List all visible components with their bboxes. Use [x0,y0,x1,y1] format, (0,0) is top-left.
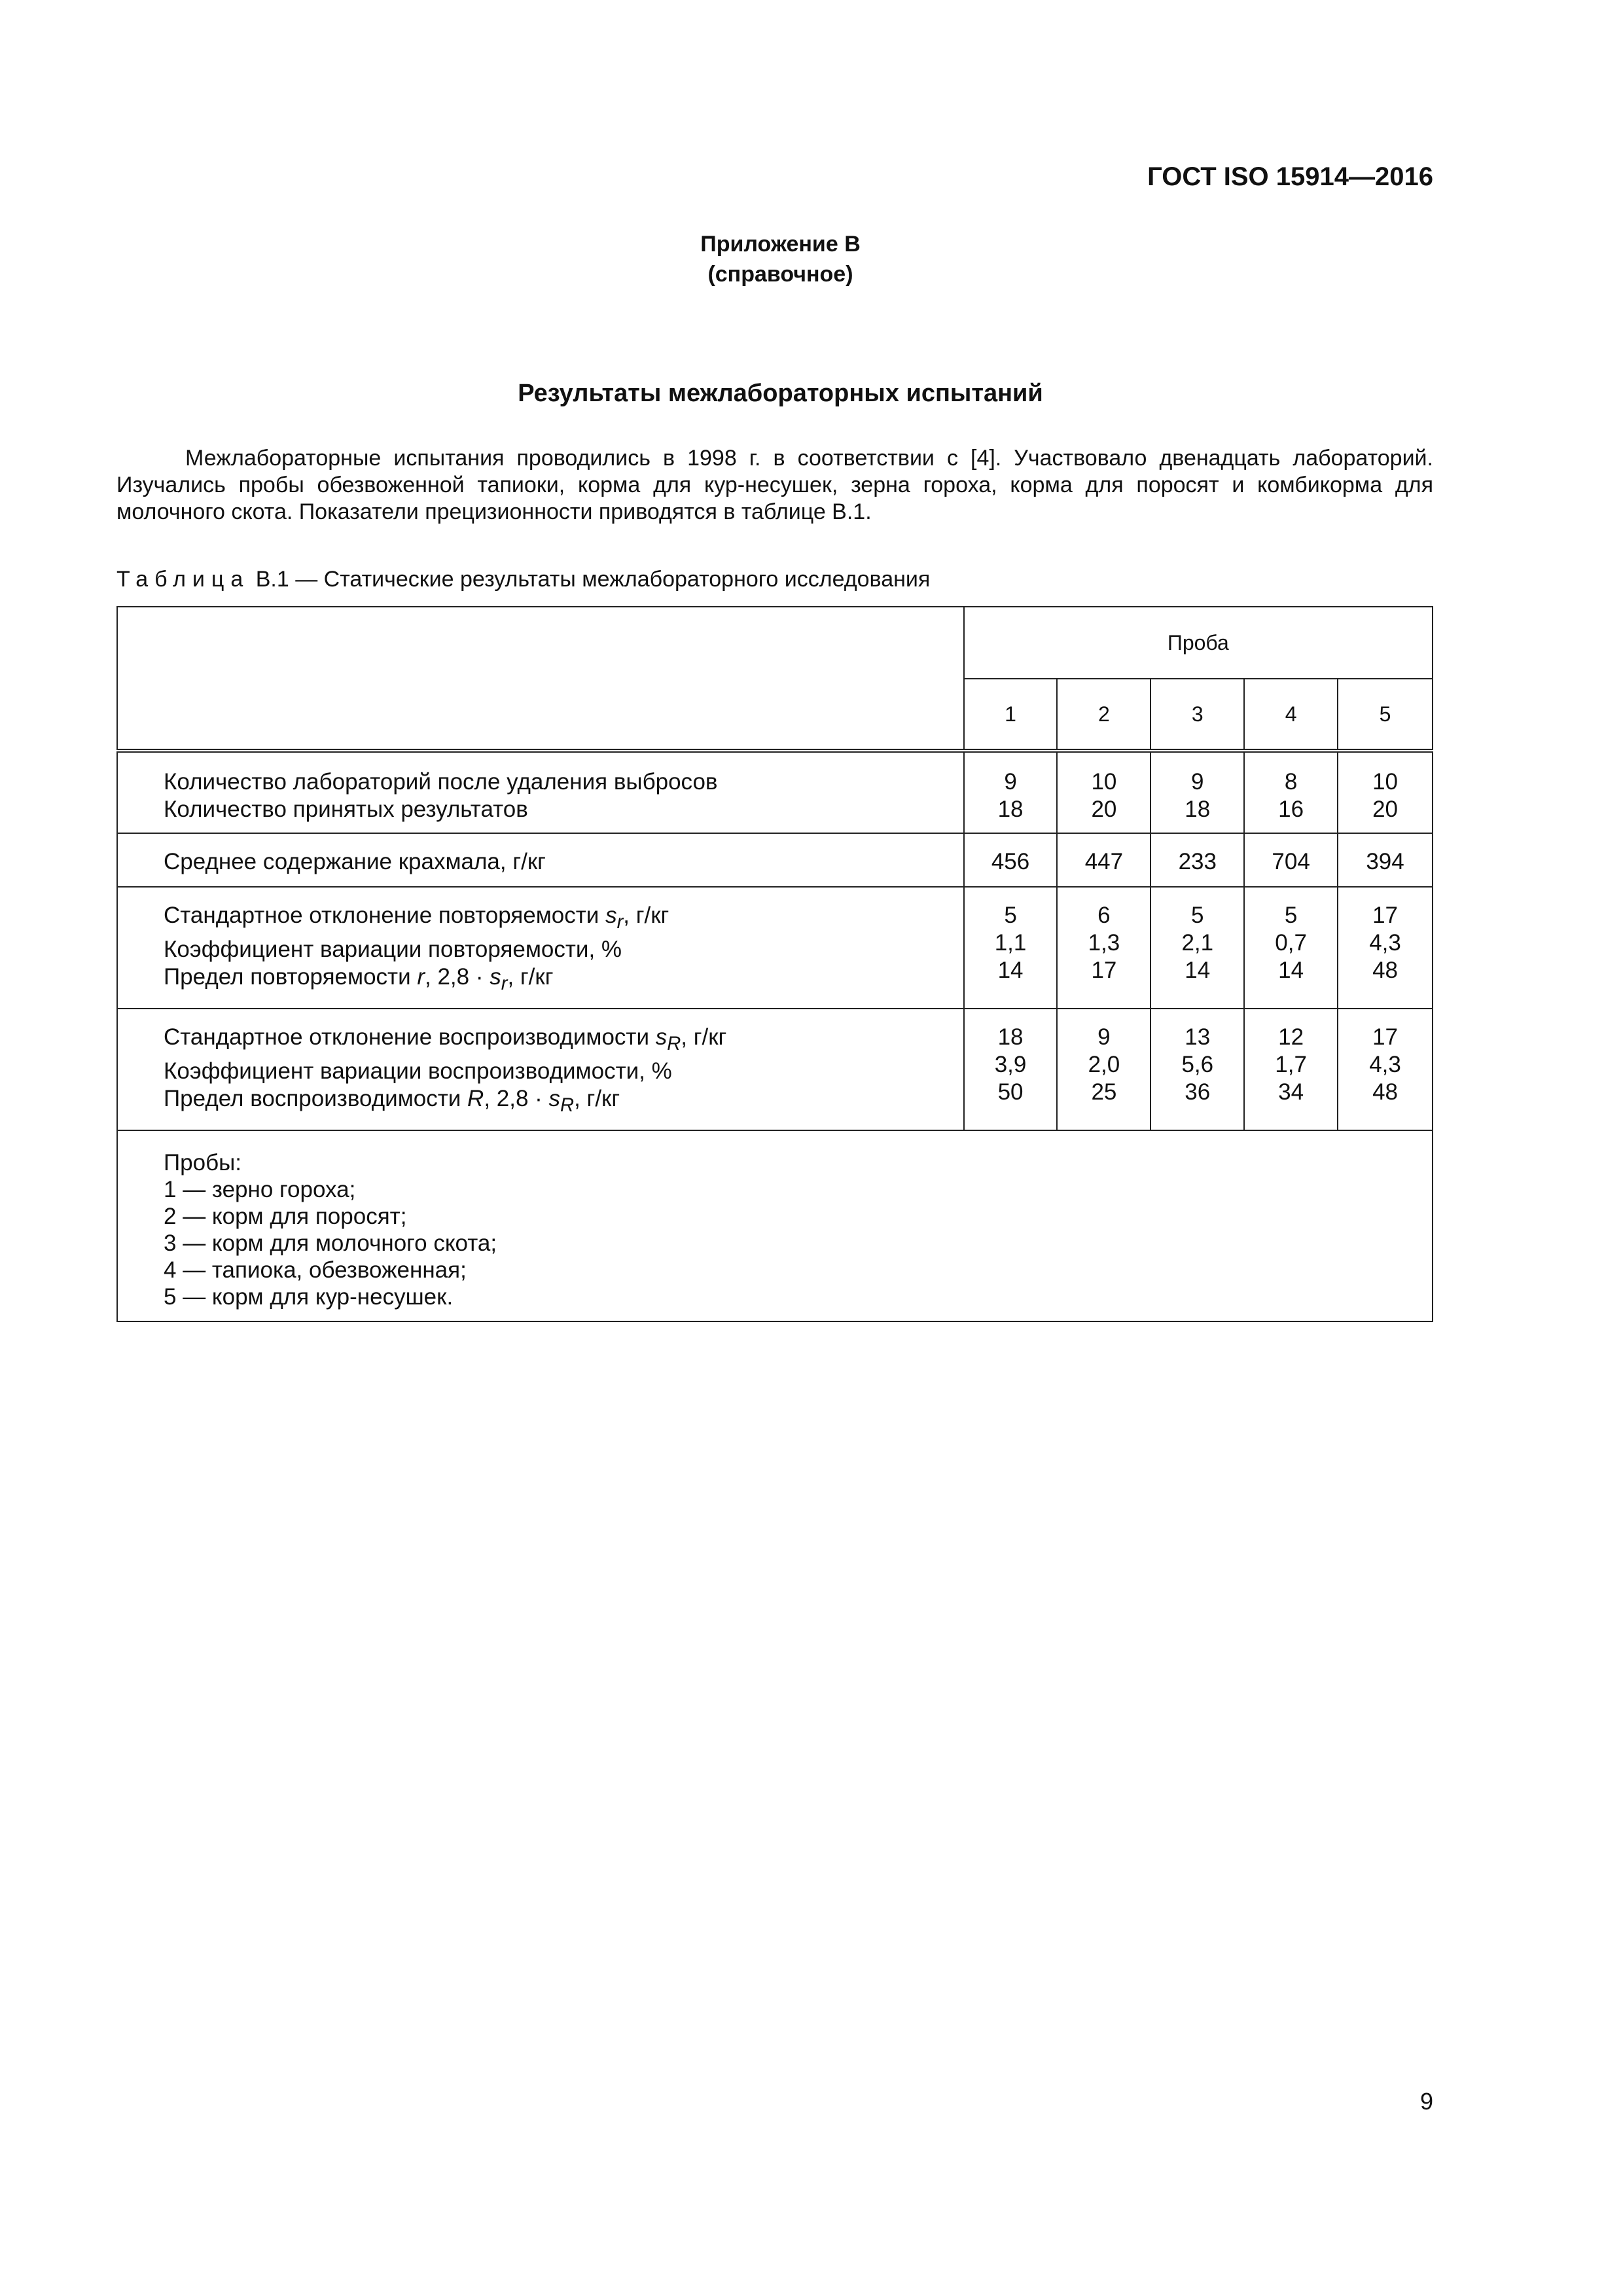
results-table [116,606,1433,1322]
row-label: Стандартное отклонение повторяемости $s_r$, г/кг [164,903,669,933]
row-label: Стандартное отклонение воспроизводимости $s_R$, г/кг [164,1024,727,1054]
cell-sample-1 [964,833,1058,887]
cell-sample-4: 5 0,7 14 [1244,887,1338,1009]
cell-value: 9 [1191,769,1204,795]
cell-sample-5 [1338,833,1433,887]
row-label: Коэффициент вариации воспроизводимости, % [164,1058,672,1084]
note-item: 2 — корм для поросят; [164,1204,407,1229]
cell-sample-2: 9 2,0 25 [1057,1009,1150,1130]
sample-number-4: 4 [1244,679,1338,751]
cell-sample-3: 13 5,6 36 [1150,1009,1244,1130]
table-notes [117,1130,1433,1321]
row-label: Предел воспроизводимости R, $2,8 \cdot s_R$, г/кг [164,1086,620,1116]
cell-sample-4 [1244,833,1338,887]
cell-sample-5: 17 4,3 48 [1338,1009,1433,1130]
row-labels [117,887,964,1009]
sample-number-5: 5 [1338,679,1433,751]
cell-value: 10 [1372,769,1398,795]
cell-value: 233 [1178,849,1217,874]
cell-value: 16 [1278,797,1304,822]
note-item: 4 — тапиока, обезвоженная; [164,1257,467,1283]
table-caption-text: В.1 — Статические результаты межлабораторного исследования [249,567,931,592]
table-notes-row [117,1130,1433,1321]
cell-sample-5: 17 4,3 48 [1338,887,1433,1009]
note-item: 3 — корм для молочного скота; [164,1230,497,1256]
header-empty-cell [117,607,964,751]
cell-sample-4: 12 1,7 34 [1244,1009,1338,1130]
note-item: 1 — зерно гороха; [164,1177,356,1202]
cell-sample-2 [1057,751,1150,833]
cell-value: 18 [997,797,1024,822]
page-number: 9 [1419,2088,1433,2115]
row-labels [117,1009,964,1130]
cell-value: 10 [1091,769,1117,795]
section-title: Результаты межлабораторных испытаний [518,380,1043,407]
cell-sample-2 [1057,833,1150,887]
appendix-title: Приложение В [700,232,861,257]
cell-value: 394 [1366,849,1404,874]
table-caption [116,567,930,592]
cell-value: 8 [1284,769,1298,795]
table-row [117,1009,1433,1130]
table-row [117,751,1433,833]
document-standard-number: ГОСТ ISO 15914—2016 [1147,162,1433,191]
row-labels [117,751,964,833]
body-paragraph: Межлабораторные испытания проводились в 1998 г. в соответствии с [4]. Участвовало двенадцать лабораторий. Изучались пробы обезвоженной тапиоки, корма для кур-несушек, зерна гороха, корма для поросят и комбикорма для молочного скота. Показатели прецизионности приводятся в таблице В.1. [116,446,1433,524]
cell-value: 9 [1004,769,1017,795]
cell-sample-1: 18 3,9 50 [964,1009,1058,1130]
row-label: Количество принятых результатов [164,797,528,822]
cell-sample-5 [1338,751,1433,833]
row-labels [117,833,964,887]
cell-sample-1: 5 1,1 14 [964,887,1058,1009]
cell-value: 20 [1091,797,1117,822]
sample-number-3: 3 [1150,679,1244,751]
table-row [117,833,1433,887]
cell-sample-4 [1244,751,1338,833]
sample-group-header: Проба [964,607,1433,679]
row-label: Коэффициент вариации повторяемости, % [164,937,622,962]
cell-value: 456 [991,849,1030,874]
sample-number-1: 1 [964,679,1058,751]
row-label: Среднее содержание крахмала, г/кг [164,849,546,874]
note-item: 5 — корм для кур-несушек. [164,1284,454,1310]
cell-sample-2: 6 1,3 17 [1057,887,1150,1009]
appendix-subtitle: (справочное) [707,262,853,287]
cell-value: 447 [1084,849,1124,874]
table-caption-prefix: Таблица [116,567,250,592]
row-label: Количество лабораторий после удаления выбросов [164,769,718,795]
cell-value: 18 [1185,797,1211,822]
table-row [117,887,1433,1009]
table-header-row [117,607,1433,679]
row-label: Предел повторяемости r, $2,8 \cdot s_r$, г/кг [164,964,554,994]
sample-number-2: 2 [1057,679,1150,751]
cell-sample-3: 5 2,1 14 [1150,887,1244,1009]
cell-sample-3 [1150,751,1244,833]
cell-value: 20 [1372,797,1398,822]
notes-title: Пробы: [164,1150,242,1175]
cell-sample-1 [964,751,1058,833]
cell-value: 704 [1272,849,1310,874]
cell-sample-3 [1150,833,1244,887]
